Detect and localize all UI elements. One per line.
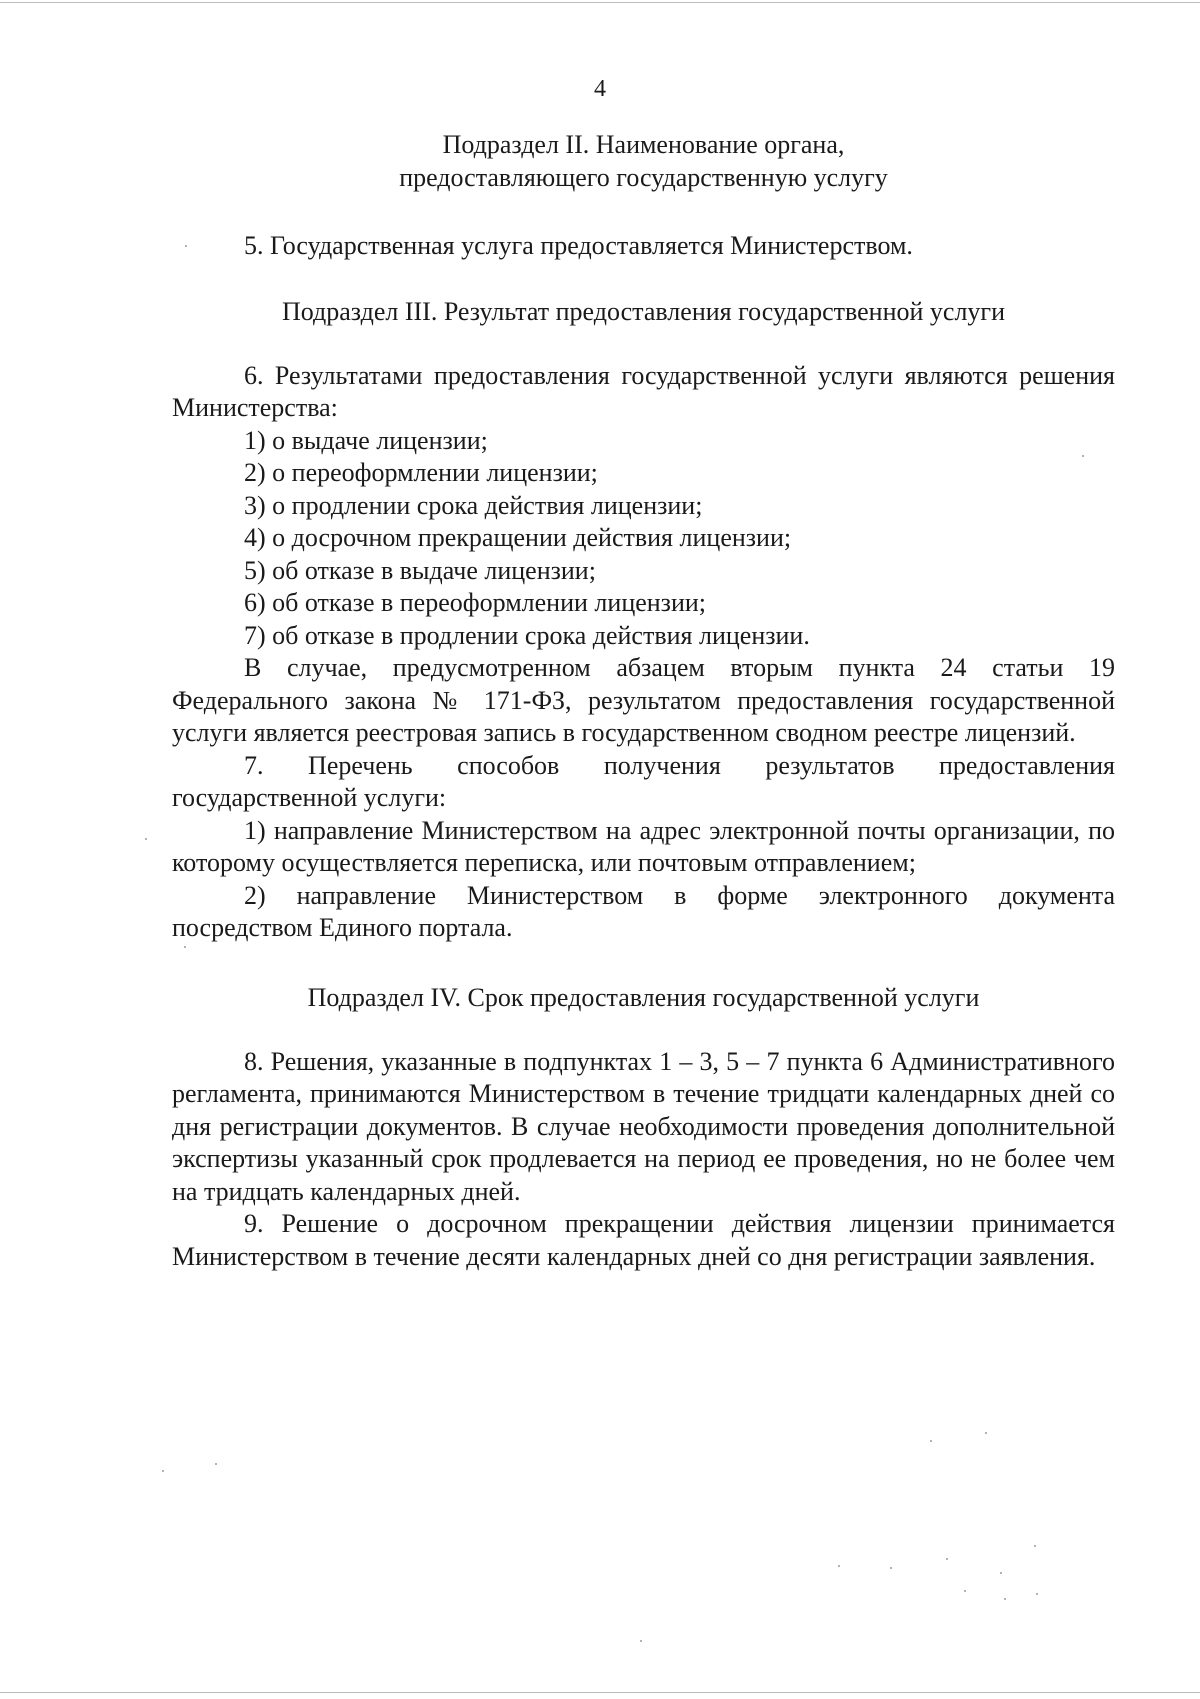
- subsection-2-heading-line-1: Подраздел II. Наименование органа,: [442, 130, 845, 159]
- paragraph-7-item-2: 2) направление Министерством в форме электронного документа посредством Единого портала.: [172, 880, 1115, 942]
- scan-speck: [1034, 1545, 1036, 1547]
- scan-speck: [215, 1463, 217, 1465]
- scan-speck: [964, 1590, 966, 1592]
- paragraph-9: 9. Решение о досрочном прекращении действия лицензии принимается Министерством в течение десяти календарных дней со дня регистрации заявления.: [172, 1209, 1115, 1271]
- paragraph-6-item-4: 4) о досрочном прекращении действия лицензии;: [244, 523, 792, 552]
- paragraph-6-item-6: 6) об отказе в переоформлении лицензии;: [244, 588, 707, 617]
- spacer: [172, 263, 1115, 295]
- spacer: [172, 194, 1115, 230]
- scan-speck: [1036, 1593, 1038, 1595]
- paragraph-6-case-text: В случае, предусмотренном абзацем вторым пункта 24 статьи 19 Федерального закона № 171-ФЗ, результатом предоставления государственной услуги является реестровая запись в государственном сводном реестре лицензий.: [172, 653, 1115, 747]
- scan-speck: [1004, 1598, 1006, 1600]
- paragraph-6-intro: 6. Результатами предоставления государственной услуги являются решения Министерства:: [172, 360, 1115, 422]
- paragraph-8: 8. Решения, указанные в подпунктах 1 – 3, 5 – 7 пункта 6 Административного регламента, принимаются Министерством в течение тридцати календарных дней со дня регистрации документов. В случае необходимости проведения дополнительной экспертизы указанный срок продлевается на период ее проведения, но не более чем на тридцать календарных дней.: [172, 1046, 1115, 1206]
- scan-speck: [985, 1432, 987, 1434]
- paragraph-6-item-2: 2) о переоформлении лицензии;: [244, 458, 598, 487]
- scan-speck: [1000, 1572, 1002, 1574]
- subsection-3-heading: Подраздел III. Результат предоставления государственной услуги: [282, 296, 1005, 326]
- spacer: [172, 328, 1115, 360]
- document-body: [172, 128, 1115, 1273]
- spacer: [172, 945, 1115, 981]
- scan-speck: [185, 245, 187, 247]
- subsection-2-heading: [172, 128, 1115, 194]
- scan-speck: [184, 946, 186, 948]
- scan-speck: [145, 838, 147, 840]
- scan-speck: [946, 1558, 948, 1560]
- subsection-2-heading-line-2: предоставляющего государственную услугу: [399, 163, 888, 192]
- top-scan-edge: [0, 2, 1200, 3]
- paragraph-6-item-1: 1) о выдаче лицензии;: [244, 425, 488, 455]
- scan-speck: [930, 1440, 932, 1442]
- scan-speck: [838, 1565, 840, 1567]
- paragraph-6-item-3: 3) о продлении срока действия лицензии;: [244, 490, 703, 520]
- scan-speck: [640, 1640, 642, 1642]
- paragraph-7-intro: 7. Перечень способов получения результатов предоставления государственной услуги:: [172, 750, 1115, 812]
- scan-speck: [162, 1470, 164, 1472]
- subsection-4-heading: Подраздел IV. Срок предоставления государственной услуги: [307, 982, 980, 1012]
- paragraph-6-item-5: 5) об отказе в выдаче лицензии;: [244, 555, 596, 585]
- paragraph-7-item-1: 1) направление Министерством на адрес электронной почты организации, по которому осуществляется переписка, или почтовым отправлением;: [172, 815, 1115, 877]
- page-number: 4: [594, 76, 606, 102]
- paragraph-6-item-7: 7) об отказе в продлении срока действия лицензии.: [244, 620, 810, 650]
- paragraph-5: 5. Государственная услуга предоставляется Министерством.: [244, 231, 913, 260]
- scan-speck: [1082, 455, 1084, 457]
- scan-speck: [890, 1567, 892, 1569]
- spacer: [172, 1014, 1115, 1046]
- bottom-scan-edge: [0, 1692, 1200, 1693]
